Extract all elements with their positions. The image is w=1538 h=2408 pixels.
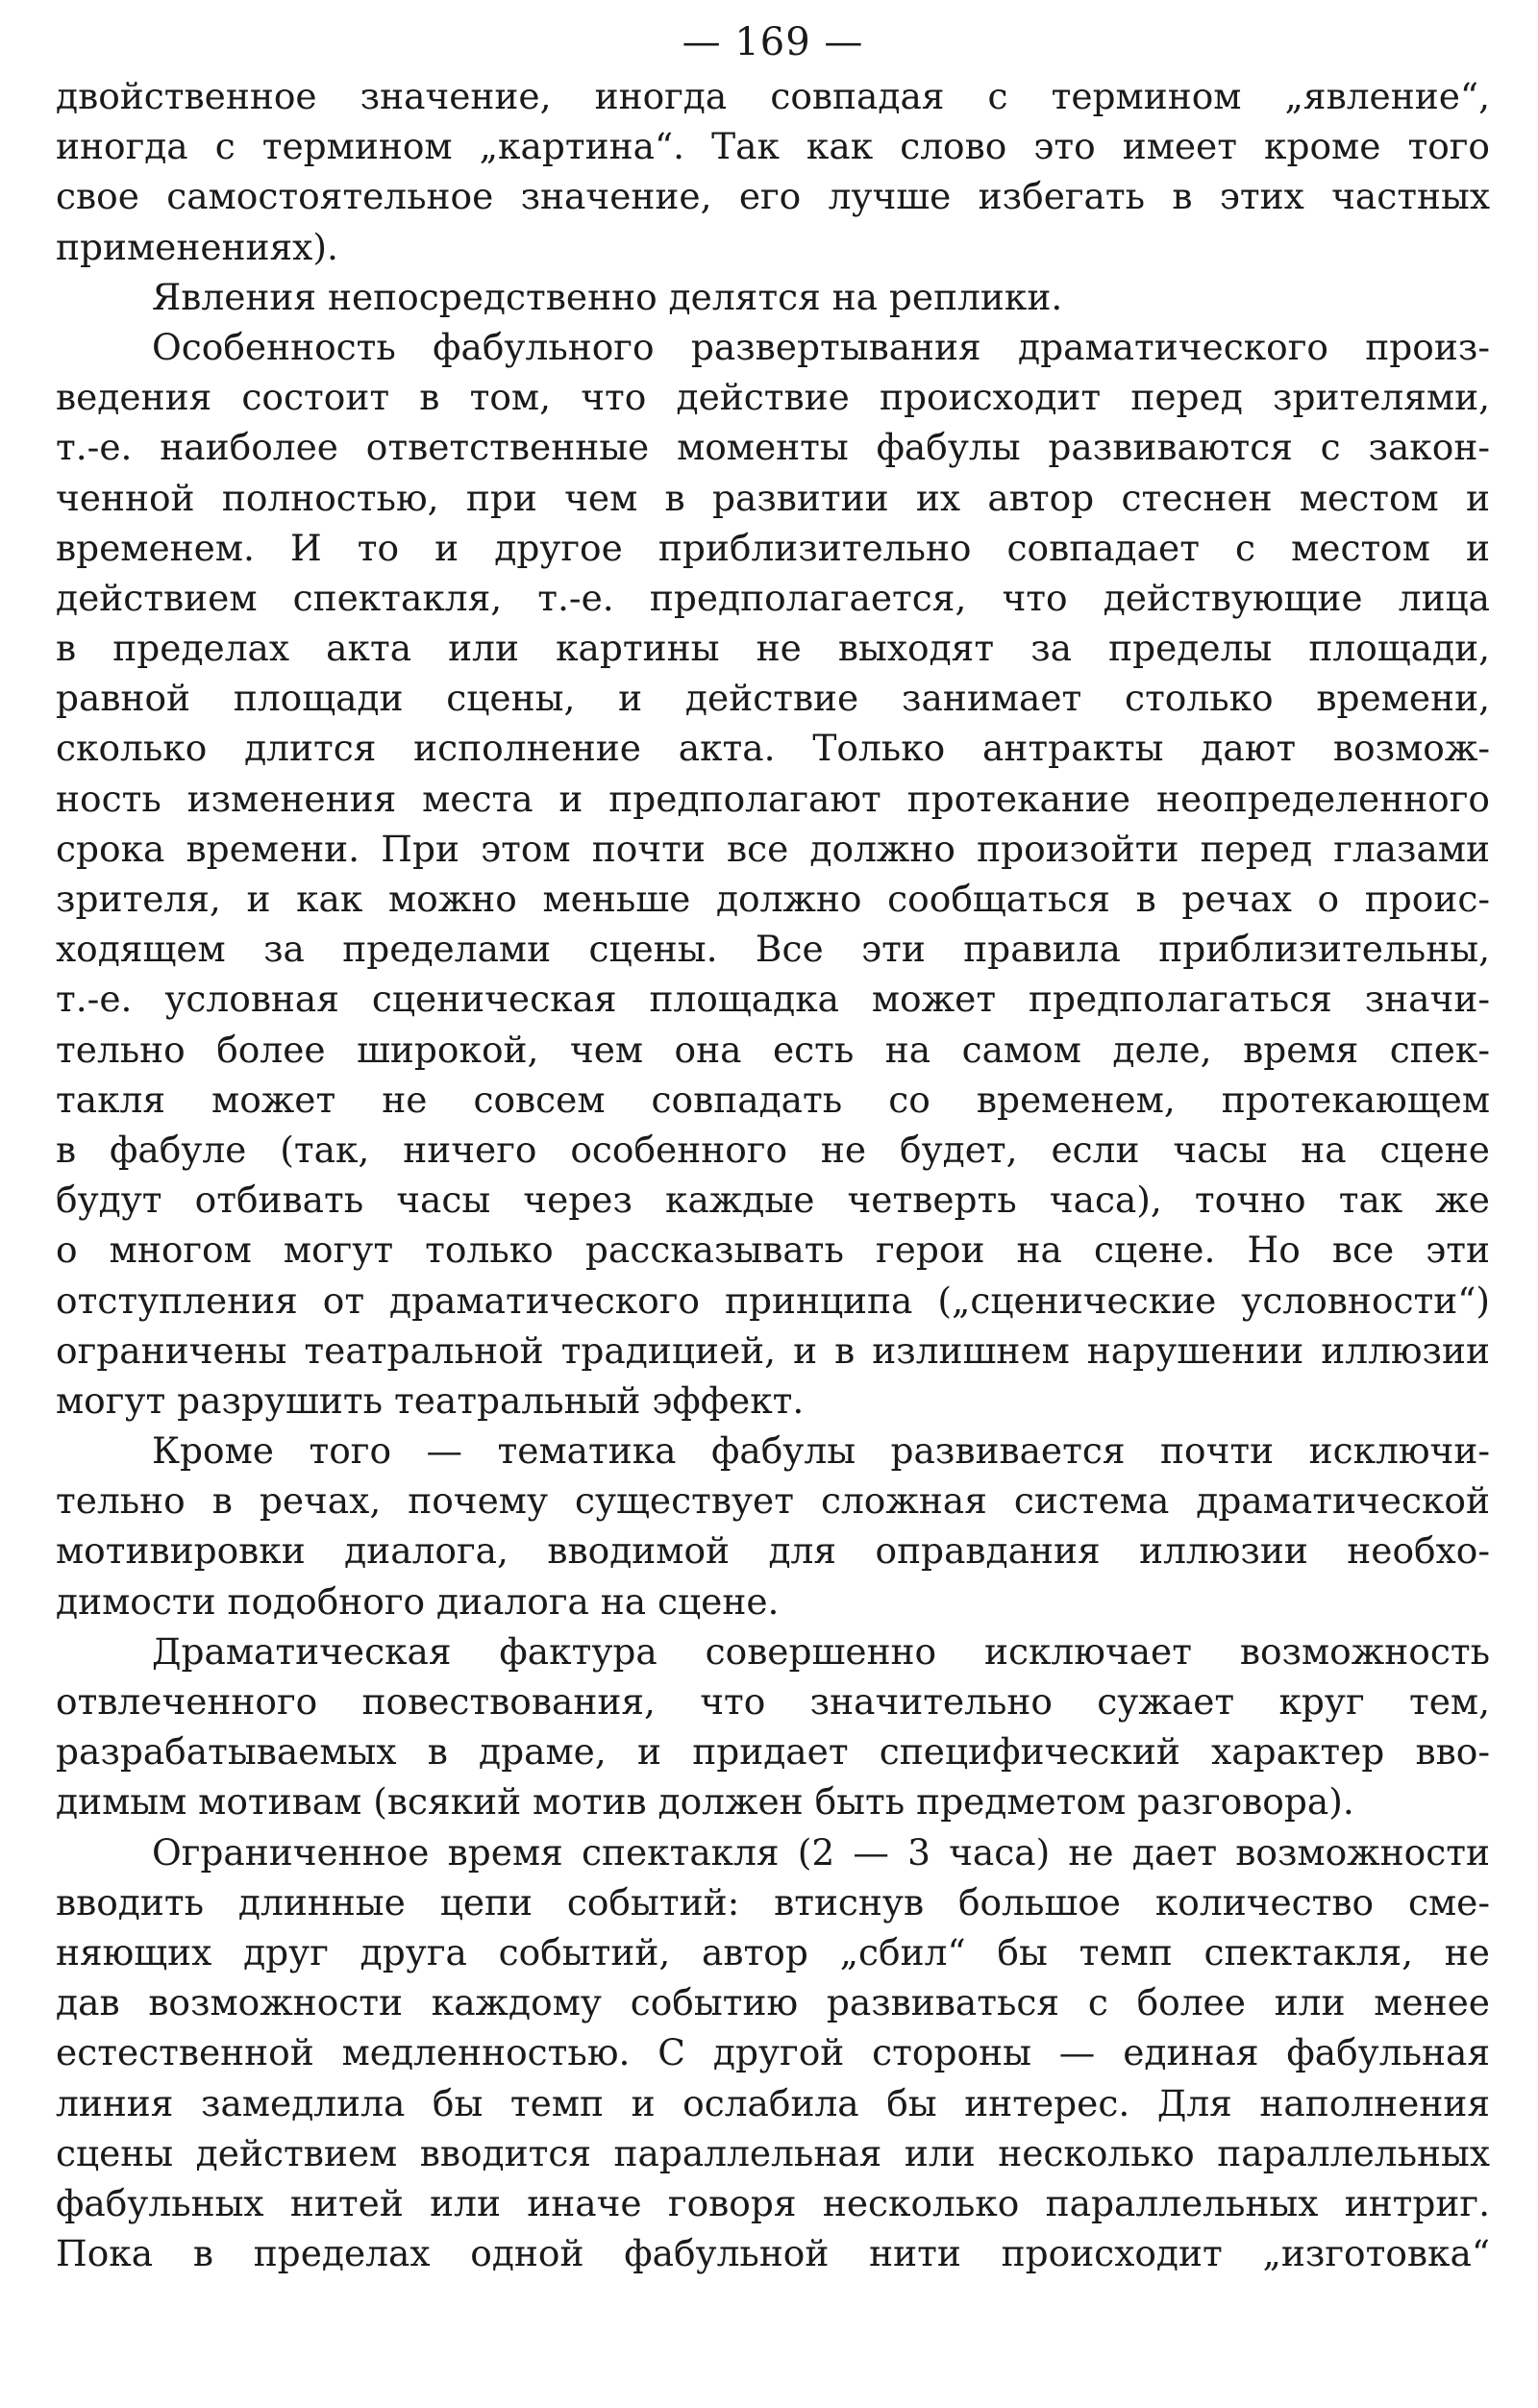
text-line: могут разрушить театральный эффект. bbox=[56, 1378, 805, 1422]
text-line: в пределах акта или картины не выходят за пределы площади, bbox=[56, 627, 1490, 670]
text-line: фабульных нитей или иначе говоря несколько параллельных интриг. bbox=[56, 2181, 1490, 2224]
book-page bbox=[56, 17, 1490, 2278]
text-line: сцены действием вводится параллельная или несколько параллельных bbox=[56, 2131, 1490, 2174]
text-line: димым мотивам (всякий мотив должен быть предметом разговора). bbox=[56, 1780, 1354, 1824]
text-line: ходящем за пределами сцены. Все эти правила приблизительны, bbox=[56, 928, 1490, 971]
text-line: такля может не совсем совпадать со временем, протекающем bbox=[56, 1078, 1490, 1121]
text-line: иногда с термином „картина“. Так как слово это имеет кроме того bbox=[56, 125, 1490, 168]
text-line: будут отбивать часы через каждые четверть часа), точно так же bbox=[56, 1179, 1490, 1222]
text-line: мотивировки диалога, вводимой для оправдания иллюзии необхо- bbox=[56, 1529, 1490, 1573]
text-line: линия замедлила бы темп и ослабила бы интерес. Для наполнения bbox=[56, 2081, 1490, 2124]
text-line: равной площади сцены, и действие занимает столько времени, bbox=[56, 677, 1490, 720]
text-line: действием спектакля, т.-е. предполагается, что действующие лица bbox=[56, 576, 1490, 619]
text-line: ченной полностью, при чем в развитии их автор стеснен местом и bbox=[56, 476, 1490, 519]
text-line: Ограниченное время спектакля (2 — 3 часа) не дает возможности bbox=[152, 1830, 1490, 1874]
text-line: димости подобного диалога на сцене. bbox=[56, 1579, 780, 1623]
text-line: ограничены театральной традицией, и в излишнем нарушении иллюзии bbox=[56, 1328, 1490, 1372]
text-line: тельно более широкой, чем она есть на самом деле, время спек- bbox=[56, 1028, 1490, 1071]
text-line: двойственное значение, иногда совпадая с термином „явление“, bbox=[56, 75, 1490, 117]
text-line: в фабуле (так, ничего особенного не будет, если часы на сцене bbox=[56, 1128, 1490, 1171]
text-line: т.-е. наиболее ответственные моменты фабулы развиваются с закон- bbox=[56, 426, 1490, 469]
text-line: ность изменения места и предполагают протекание неопределенного bbox=[56, 777, 1490, 820]
text-line: няющих друг друга событий, автор „сбил“ бы темп спектакля, не bbox=[56, 1930, 1490, 1974]
text-body bbox=[56, 71, 1490, 2278]
text-line: о многом могут только рассказывать герои на сцене. Но все эти bbox=[56, 1229, 1490, 1272]
page-number: — 169 — bbox=[682, 20, 864, 64]
text-line: вводить длинные цепи событий: втиснув большое количество сме- bbox=[56, 1880, 1490, 1924]
text-line: свое самостоятельное значение, его лучше избегать в этих частных bbox=[56, 175, 1490, 218]
text-line: сколько длится исполнение акта. Только антракты дают возмож- bbox=[56, 727, 1490, 770]
text-line: применениях). bbox=[56, 225, 338, 268]
text-line: отвлеченного повествования, что значительно сужает круг тем, bbox=[56, 1680, 1490, 1723]
text-line: т.-е. условная сценическая площадка может предполагаться значи- bbox=[56, 978, 1490, 1021]
text-line: срока времени. При этом почти все должно произойти перед глазами bbox=[56, 827, 1490, 870]
text-line: временем. И то и другое приблизительно совпадает с местом и bbox=[56, 526, 1490, 569]
text-line: дав возможности каждому событию развиваться с более или менее bbox=[56, 1981, 1490, 2024]
text-line: Явления непосредственно делятся на реплики. bbox=[152, 275, 1063, 318]
text-line: отступления от драматического принципа („сценические условности“) bbox=[56, 1278, 1490, 1322]
text-line: разрабатываемых в драме, и придает специфический характер вво- bbox=[56, 1730, 1490, 1774]
text-line: Драматическая фактура совершенно исключает возможность bbox=[152, 1629, 1490, 1673]
text-line: Кроме того — тематика фабулы развивается почти исключи- bbox=[152, 1429, 1490, 1473]
text-line: Особенность фабульного развертывания драматического произ- bbox=[152, 325, 1490, 368]
text-line: зрителя, и как можно меньше должно сообщаться в речах о проис- bbox=[56, 878, 1490, 920]
text-line: Пока в пределах одной фабульной нити происходит „изготовка“ bbox=[56, 2232, 1490, 2275]
text-line: тельно в речах, почему существует сложная система драматической bbox=[56, 1479, 1490, 1523]
text-line: естественной медленностью. С другой стороны — единая фабульная bbox=[56, 2031, 1490, 2074]
text-line: ведения состоит в том, что действие происходит перед зрителями, bbox=[56, 376, 1490, 419]
